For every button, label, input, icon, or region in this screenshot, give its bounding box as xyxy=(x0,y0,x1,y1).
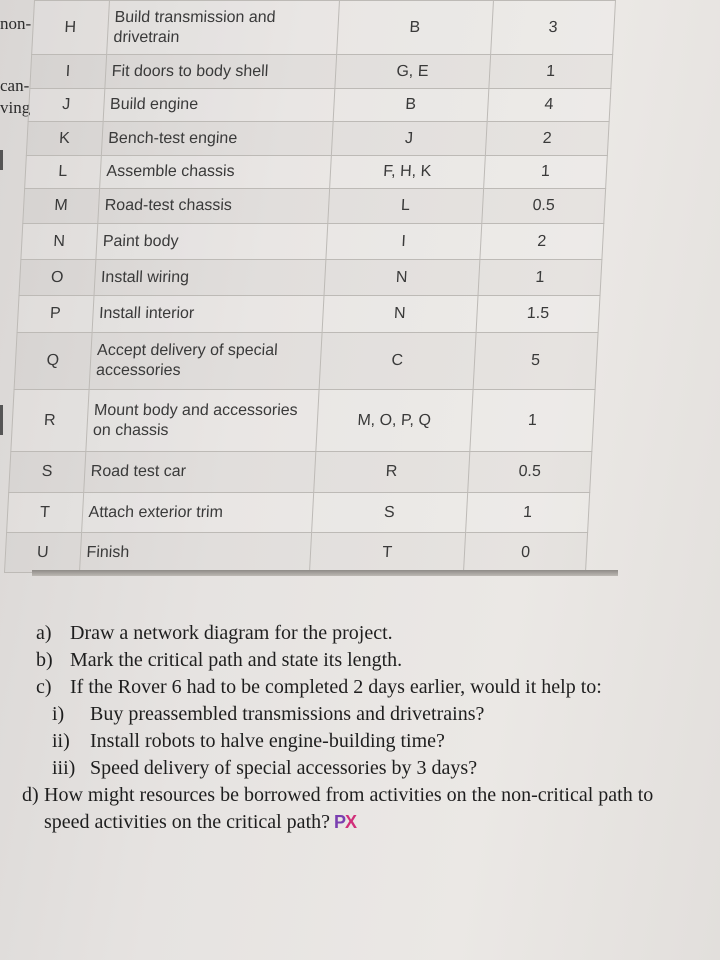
activity-duration-cell: 1 xyxy=(489,55,613,89)
activity-duration-cell: 1 xyxy=(484,156,608,189)
question-c-iii-label: iii) xyxy=(52,757,76,779)
margin-rule-2 xyxy=(0,405,3,435)
activity-description-cell: Attach exterior trim xyxy=(81,493,313,533)
activity-code-cell: O xyxy=(19,260,95,296)
activity-description-cell: Finish xyxy=(79,533,311,573)
activity-predecessors-cell: N xyxy=(324,260,480,296)
activity-description-cell: Paint body xyxy=(95,224,327,260)
question-c-ii xyxy=(52,728,672,755)
activity-duration-cell: 1 xyxy=(478,260,602,296)
px-logo-p: P xyxy=(334,812,346,832)
activity-predecessors-cell: T xyxy=(309,533,466,573)
px-logo-icon xyxy=(334,809,356,836)
question-c-ii-label: ii) xyxy=(52,730,70,752)
question-c-iii xyxy=(52,755,672,782)
table-row xyxy=(26,122,609,156)
question-c-i-label: i) xyxy=(52,703,65,725)
activity-duration-cell: 2 xyxy=(480,224,604,260)
activity-duration-cell: 1 xyxy=(466,493,590,533)
activity-code-cell: S xyxy=(9,452,86,493)
table-row xyxy=(23,189,606,224)
question-c-i xyxy=(52,701,672,728)
table-row xyxy=(17,296,600,333)
margin-fragment-3: ving xyxy=(0,98,31,117)
activity-description-cell: Mount body and accessories on chassis xyxy=(85,390,318,452)
table-row xyxy=(25,156,608,189)
activity-code-cell: K xyxy=(26,122,102,156)
activity-code-cell: N xyxy=(21,224,97,260)
table-row xyxy=(11,390,595,452)
activity-predecessors-cell: S xyxy=(311,493,468,533)
question-c-iii-text: Speed delivery of special accessories by 3 days? xyxy=(90,757,478,779)
activity-description-cell: Road test car xyxy=(83,452,315,493)
question-a-text: Draw a network diagram for the project. xyxy=(70,622,393,644)
question-b-text: Mark the critical path and state its length. xyxy=(70,649,403,671)
margin-fragment-1: non- xyxy=(0,14,32,33)
activity-code-cell: M xyxy=(23,189,99,224)
activity-duration-cell: 1.5 xyxy=(476,296,600,333)
activity-code-cell: H xyxy=(32,1,109,55)
activity-duration-cell: 3 xyxy=(491,1,616,55)
table-row xyxy=(14,333,598,390)
question-c-text: If the Rover 6 had to be completed 2 days earlier, would it help to: xyxy=(70,676,602,698)
activity-description-cell: Assemble chassis xyxy=(99,156,331,189)
activity-description-cell: Install wiring xyxy=(94,260,326,296)
question-d-text: How might resources be borrowed from activities on the non-critical path to speed activities on the critical path? xyxy=(44,784,654,833)
activity-duration-cell: 0.5 xyxy=(468,452,592,493)
activity-predecessors-cell: L xyxy=(327,189,483,224)
margin-fragment-2: can- xyxy=(0,76,30,95)
activity-description-cell: Build engine xyxy=(103,89,335,122)
activity-predecessors-cell: B xyxy=(336,1,493,55)
question-d-label: d) xyxy=(22,784,39,806)
activity-code-cell: L xyxy=(25,156,101,189)
question-a xyxy=(36,620,672,647)
table-row xyxy=(4,533,587,573)
activity-description-cell: Accept delivery of special accessories xyxy=(89,333,322,390)
activity-description-cell: Build transmission and drivetrain xyxy=(106,1,339,55)
question-c xyxy=(36,674,672,701)
activity-predecessors-cell: B xyxy=(333,89,489,122)
table-row xyxy=(7,493,590,533)
activity-predecessors-cell: I xyxy=(325,224,481,260)
px-logo-x: X xyxy=(345,812,357,832)
activity-code-cell: Q xyxy=(14,333,91,390)
activity-predecessors-cell: C xyxy=(319,333,476,390)
margin-rule-1 xyxy=(0,150,3,170)
activity-code-cell: T xyxy=(7,493,84,533)
activity-description-cell: Install interior xyxy=(92,296,324,333)
activity-description-cell: Road-test chassis xyxy=(97,189,329,224)
question-a-label: a) xyxy=(36,622,52,644)
question-d xyxy=(22,782,672,836)
table-row xyxy=(28,89,611,122)
question-c-ii-text: Install robots to halve engine-building time? xyxy=(90,730,445,752)
activity-predecessors-cell: F, H, K xyxy=(329,156,485,189)
activity-predecessors-cell: G, E xyxy=(334,55,490,89)
table-row xyxy=(9,452,592,493)
question-c-label: c) xyxy=(36,676,52,698)
activity-code-cell: P xyxy=(17,296,93,333)
activity-duration-cell: 4 xyxy=(487,89,611,122)
activity-table xyxy=(4,0,616,573)
activity-code-cell: I xyxy=(30,55,106,89)
activity-duration-cell: 2 xyxy=(485,122,609,156)
activity-code-cell: J xyxy=(28,89,104,122)
table-row xyxy=(19,260,602,296)
table-bottom-rule xyxy=(32,570,618,576)
table-row xyxy=(32,1,616,55)
activity-duration-cell: 0 xyxy=(463,533,587,573)
table-row xyxy=(21,224,604,260)
question-b xyxy=(36,647,672,674)
activity-code-cell: U xyxy=(4,533,81,573)
question-list xyxy=(22,620,672,836)
activity-predecessors-cell: M, O, P, Q xyxy=(315,390,473,452)
question-b-label: b) xyxy=(36,649,53,671)
activity-predecessors-cell: N xyxy=(322,296,478,333)
activity-duration-cell: 0.5 xyxy=(482,189,606,224)
activity-predecessors-cell: R xyxy=(313,452,470,493)
question-c-i-text: Buy preassembled transmissions and drivetrains? xyxy=(90,703,485,725)
activity-duration-cell: 5 xyxy=(473,333,598,390)
activity-predecessors-cell: J xyxy=(331,122,487,156)
activity-code-cell: R xyxy=(11,390,89,452)
activity-description-cell: Bench-test engine xyxy=(101,122,333,156)
activity-description-cell: Fit doors to body shell xyxy=(104,55,336,89)
activity-duration-cell: 1 xyxy=(470,390,595,452)
table-row xyxy=(30,55,613,89)
